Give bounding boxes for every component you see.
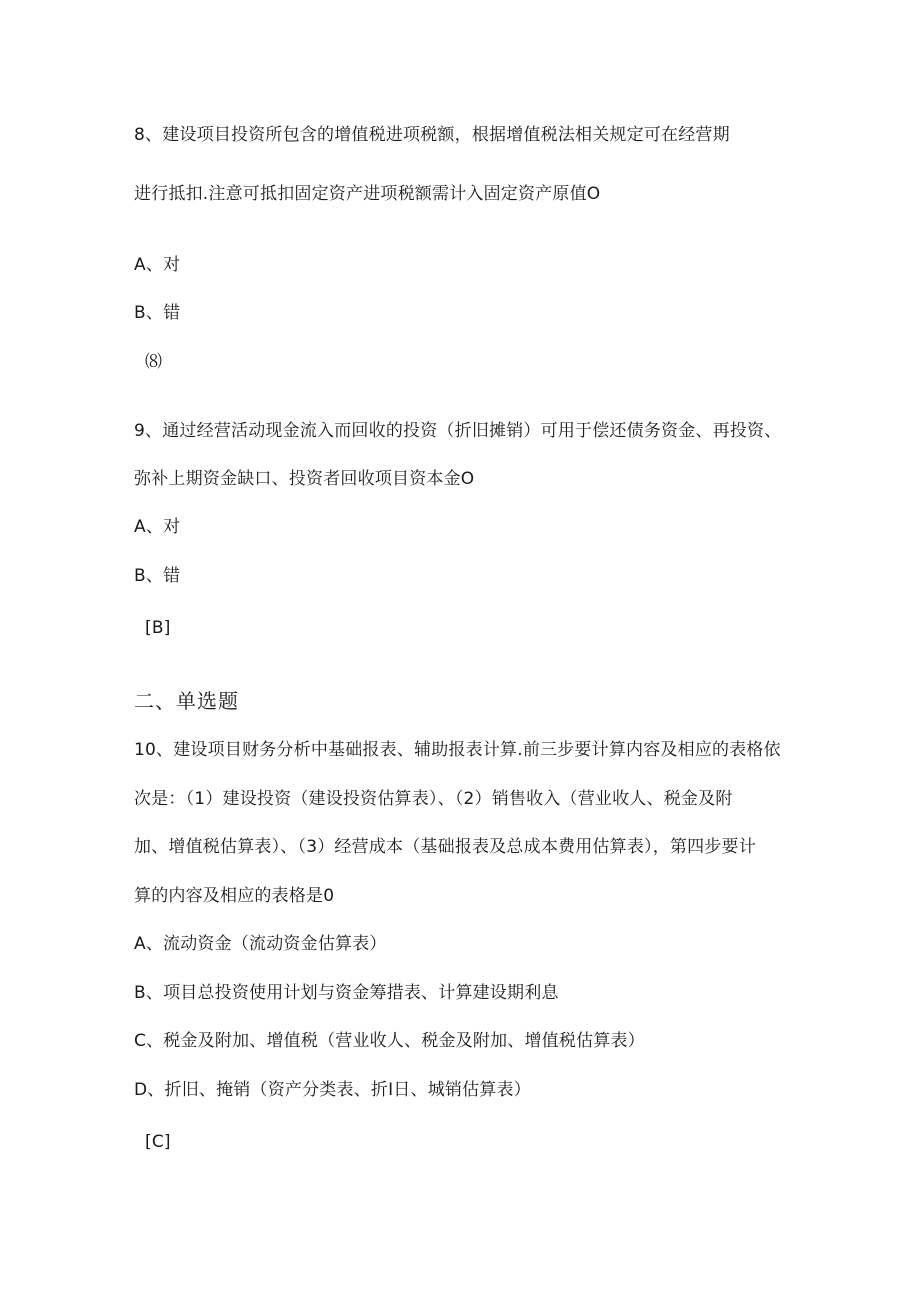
q8-stem-line-1: 8、建设项目投资所包含的增值税进项税额，根据增值税法相关规定可在经营期 [134,125,730,145]
q10-option-c: C、税金及附加、增值税（营业收人、税金及附加、增值税估算表） [134,1031,645,1051]
q9-stem-line-2: 弥补上期资金缺口、投资者回收项目资本金O [134,469,475,489]
q9-answer: [B] [145,618,171,638]
q9-stem-line-1: 9、通过经营活动现金流入而回收的投资（折旧摊销）可用于偿还债务资金、再投资、 [134,421,782,441]
q10-option-a: A、流动资金（流动资金估算表） [134,934,387,954]
q8-option-b: B、错 [134,303,181,323]
q9-option-b: B、错 [134,566,181,586]
q9-option-a: A、对 [134,517,181,537]
q8-stem-line-2: 进行抵扣.注意可抵扣固定资产进项税额需计入固定资产原值O [134,184,601,204]
q8-option-a: A、对 [134,255,181,275]
q8-answer: ⑻ [145,352,163,372]
q10-option-b: B、项目总投资使用计划与资金筹措表、计算建设期利息 [134,983,559,1003]
q10-stem-line-1: 10、建设项目财务分析中基础报表、辅助报表计算.前三步要计算内容及相应的表格依 [134,740,781,760]
q10-stem-line-4: 算的内容及相应的表格是0 [134,886,335,906]
q10-stem-line-3: 加、增值税估算表）、（3）经营成本（基础报表及总成本费用估算表），第四步要计 [134,837,756,857]
q10-stem-line-2: 次是：（1）建设投资（建设投资估算表）、（2）销售收入（营业收人、税金及附 [134,789,733,809]
q10-answer: [C] [145,1132,171,1152]
section-title: 二、单选题 [134,689,239,713]
q10-option-d: D、折旧、掩销（资产分类表、折I日、城销估算表） [134,1080,531,1100]
